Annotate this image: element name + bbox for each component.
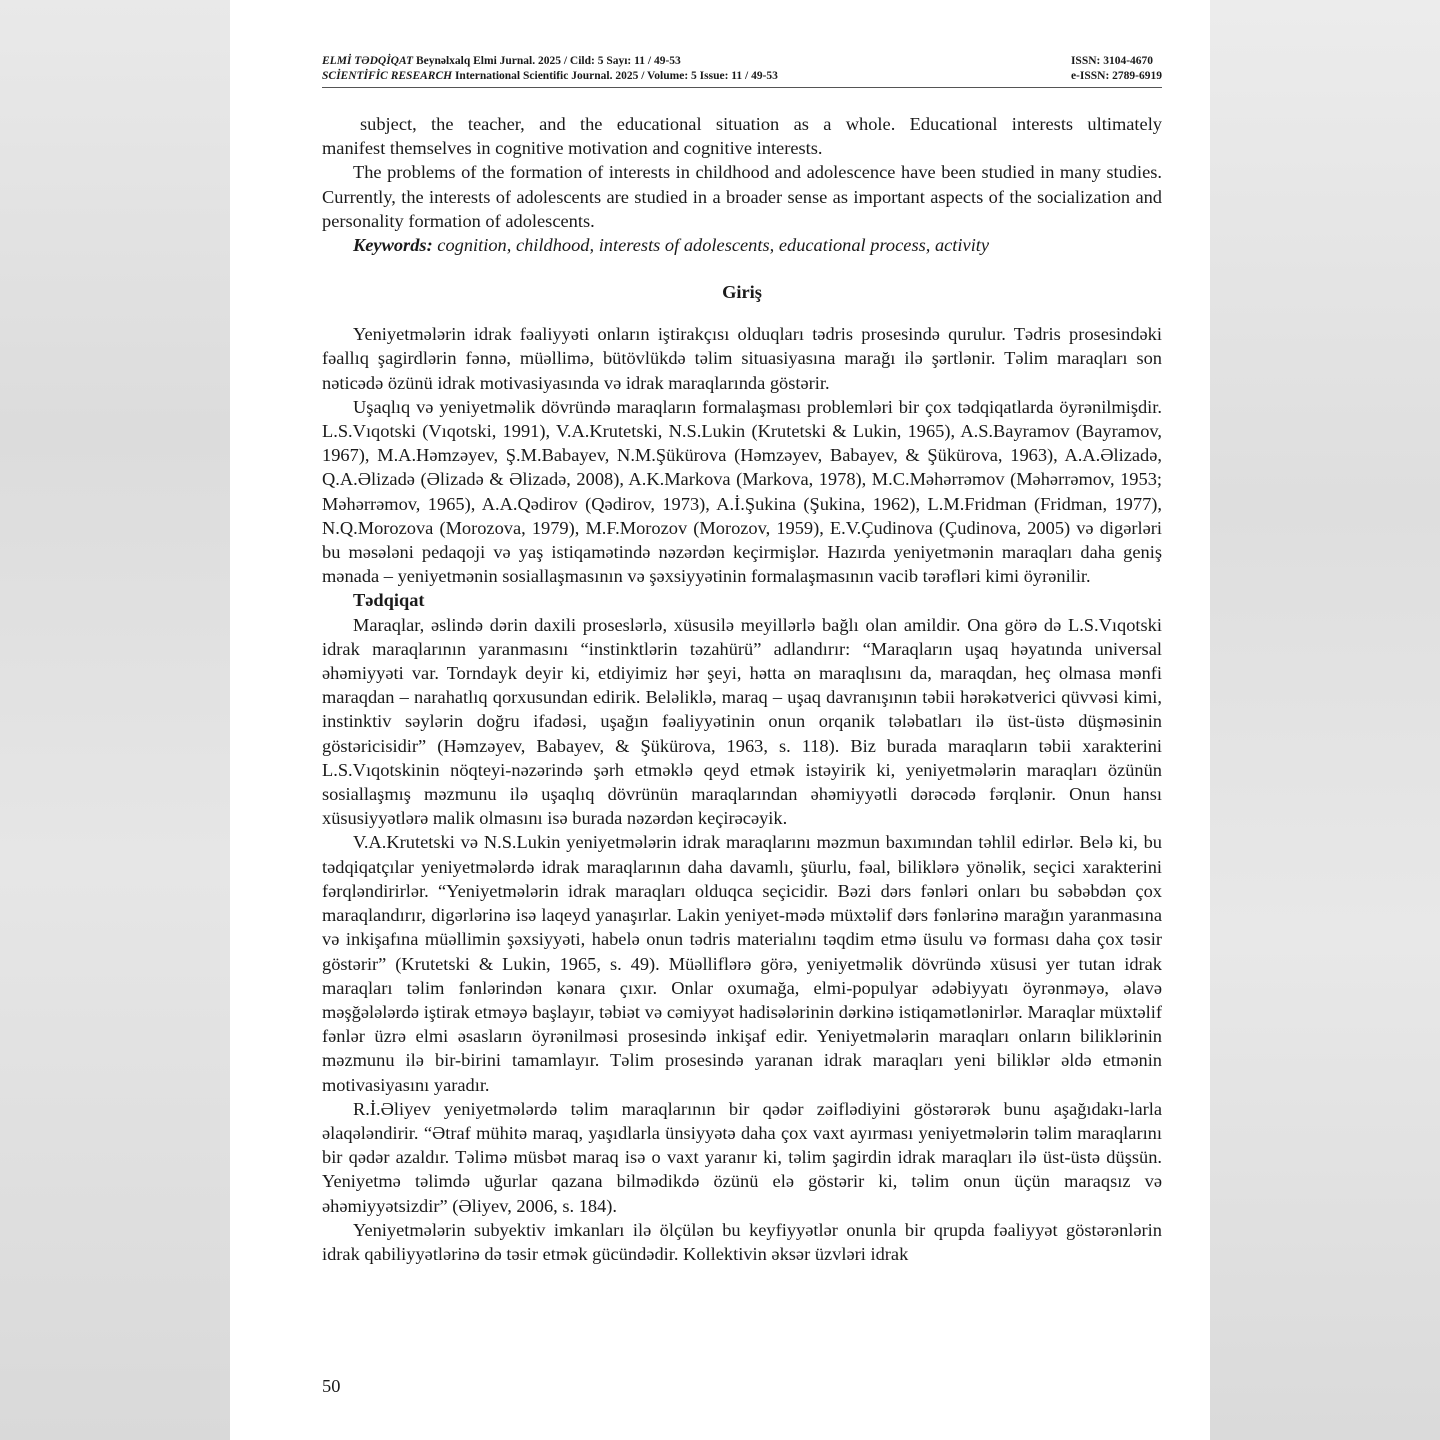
research-p1: Maraqlar, əslində dərin daxili proseslərlə, xüsusilə meyillərlə bağlı olan amildir. Ona görə də L.S.Vıqotski idrak maraqlarının yaranmasını “instinktlərin təzahürü” adlandırır: “Maraqların uşaq həyatında universal əhəmiyyəti var. Torndayk deyir ki, etdiyimiz hər şeyi, hətta ən maraqlısını da, maraqdan, heç olmasa mənfi maraqdan – narahatlıq qorxusundan edirik. Beləliklə, maraq – uşaq davranışının təbii hərəkətverici qüvvəsi kimi, instinktiv səylərin doğru ifadəsi, uşağın fəaliyyətinin onun orqanik tələbatları ilə üst-üstə düşməsinin göstəricisidir” (Həmzəyev, Babayev, & Şükürova, 1963, s. 118). Biz burada maraqların təbii xarakterini L.S.Vıqotskinin nöqteyi-nəzərində şərh etməklə qeyd etmək istəyirik ki, yeniyetmələrin maraqları özünün sosiallaşmış məzmunu ilə uşaqlıq dövrünün maraqlarından əhəmiyyətli dərəcədə fərqlənir. Onun hansı xüsusiyyətlərə malik olmasını isə burada nəzərdən keçirəcəyik. xyxy=(322,614,1162,829)
page-number: 50 xyxy=(322,1376,341,1396)
abstract-p1-line1: subject, the teacher, and the educational situation as a whole. Educational interests ultimately xyxy=(360,114,1162,134)
document-page xyxy=(230,0,1210,1440)
journal-name-az: ELMİ TƏDQİQAT xyxy=(322,55,414,67)
issn: ISSN: 3104-4670 xyxy=(1070,55,1154,67)
journal-name-en: SCİENTİFİC RESEARCH xyxy=(322,70,453,82)
keywords-list: cognition, childhood, interests of adolescents, educational process, activity xyxy=(432,235,990,256)
issn-block xyxy=(1071,54,1162,84)
left-backdrop xyxy=(0,0,230,1440)
journal-line-en xyxy=(322,69,778,84)
journal-titles xyxy=(322,54,778,84)
section-title: Giriş xyxy=(722,282,762,303)
journal-info-en: International Scientific Journal. 2025 / Volume: 5 Issue: 11 / 49-53 xyxy=(452,70,778,82)
article-body xyxy=(322,112,1162,1266)
abstract-p1-line2: manifest themselves in cognitive motivation and cognitive interests. xyxy=(322,138,823,159)
intro-p2: Uşaqlıq və yeniyetməlik dövründə maraqların formalaşması problemləri bir çox tədqiqatlarda öyrənilmişdir. L.S.Vıqotski (Vıqotski, 1991), V.A.Krutetski, N.S.Lukin (Krutetski & Lukin, 1965), A.S.Bayramov (Bayramov, 1967), M.A.Həmzəyev, Ş.M.Babayev, N.M.Şükürova (Həmzəyev, Babayev, & Şükürova, 1963), A.A.Əlizadə, Q.A.Əlizadə (Əlizadə & Əlizadə, 2008), A.K.Markova (Markova, 1978), M.C.Məhərrəmov (Məhərrəmov, 1953; Məhərrəmov, 1965), A.A.Qədirov (Qədirov, 1973), A.İ.Şukina (Şukina, 1962), L.M.Fridman (Fridman, 1977), N.Q.Morozova (Morozova, 1979), M.F.Morozov (Morozov, 1959), E.V.Çudinova (Çudinova, 2005) və digərləri bu məsələni pedaqoji və yaş istiqamətində nəzərdən keçirmişlər. Hazırda yeniyetmənin maraqları daha geniş mənada – yeniyetmənin sosiallaşmasının və şəxsiyyətinin formalaşmasının vacib tərəfləri kimi öyrənilir. xyxy=(322,396,1162,587)
page-content xyxy=(322,54,1162,1266)
journal-info-az: Beynəlxalq Elmi Jurnal. 2025 / Cild: 5 Sayı: 11 / 49-53 xyxy=(413,55,681,67)
research-p3: R.İ.Əliyev yeniyetmələrdə təlim maraqlarının bir qədər zəiflədiyini göstərərək bunu aşağıdakı-larla əlaqələndirir. “Ətraf mühitə maraq, yaşıdlarla ünsiyyətə daha çox vaxt ayırması yeniyetmələrin təlim maraqlarını bir qədər azaldır. Təlimə müsbət maraq isə o vaxt yaranır ki, təlim şagirdin idrak maraqları ilə üst-üstə düşsün. Yeniyetmə təlimdə uğurlar qazana bilmədikdə özünü elə göstərir ki, təlim onun üçün maraqsız və əhəmiyyətsizdir” (Əliyev, 2006, s. 184). xyxy=(322,1098,1162,1216)
keywords-label: Keywords: xyxy=(353,235,433,256)
research-p4: Yeniyetmələrin subyektiv imkanları ilə ölçülən bu keyfiyyətlər onunla bir qrupda fəaliyyət göstərənlərin idrak qabiliyyətlərinə də təsir etmək gücündədir. Kollektivin əksər üzvləri idrak xyxy=(322,1219,1162,1264)
intro-p1: Yeniyetmələrin idrak fəaliyyəti onların iştirakçısı olduqları tədris prosesində qurulur. Tədris prosesindəki fəallıq şagirdlərin fənnə, müəllimə, bütövlükdə təlim situasiyasına marağı ilə şərtlənir. Təlim maraqları son nəticədə özünü idrak motivasiyasında və idrak maraqlarında göstərir. xyxy=(322,324,1162,393)
keywords xyxy=(322,233,1162,257)
abstract-p2: The problems of the formation of interests in childhood and adolescence have been studied in many studies. Currently, the interests of adolescents are studied in a broader sense as important aspects of the socialization and personality formation of adolescents. xyxy=(322,162,1162,231)
eissn: e-ISSN: 2789-6919 xyxy=(1070,70,1162,82)
journal-line-az xyxy=(322,54,778,69)
right-backdrop xyxy=(1210,0,1440,1440)
running-header xyxy=(322,54,1162,88)
research-heading: Tədqiqat xyxy=(353,590,425,611)
research-p2: V.A.Krutetski və N.S.Lukin yeniyetmələrin idrak maraqlarını məzmun baxımından təhlil edirlər. Belə ki, bu tədqiqatçılar yeniyetmələrdə idrak maraqlarının daha davamlı, şüurlu, fəal, biliklərə yönəlik, seçici xarakterini fərqləndirirlər. “Yeniyetmələrin idrak maraqları olduqca seçicidir. Bəzi dərs fənləri onları bu səbəbdən çox maraqlandırır, digərlərinə isə laqeyd yanaşırlar. Lakin yeniyet-mədə müxtəlif dərs fənlərinə marağın yaranmasına və inkişafına müəllimin şəxsiyyəti, habelə onun tədris materialını təqdim etmə üsulu və forması daha çox təsir göstərir” (Krutetski & Lukin, 1965, s. 49). Müəlliflərə görə, yeniyetməlik dövründə xüsusi yer tutan idrak maraqları təlim fənlərindən kənara çıxır. Onlar oxumağa, elmi-populyar ədəbiyyatı öyrənməyə, əlavə məşğələlərdə iştirak etməyə başlayır, təbiət və cəmiyyət hadisələrinin dərkinə istiqamətlənirlər. Maraqlar müxtəlif fənlər üzrə elmi əsasların öyrənilməsi prosesində inkişaf edir. Yeniyetmələrin maraqları onların biliklərinin məzmunu ilə bir-birini tamamlayır. Təlim prosesində yaranan idrak maraqları yeni biliklər əldə etmənin motivasiyasını yaradır. xyxy=(322,832,1162,1095)
